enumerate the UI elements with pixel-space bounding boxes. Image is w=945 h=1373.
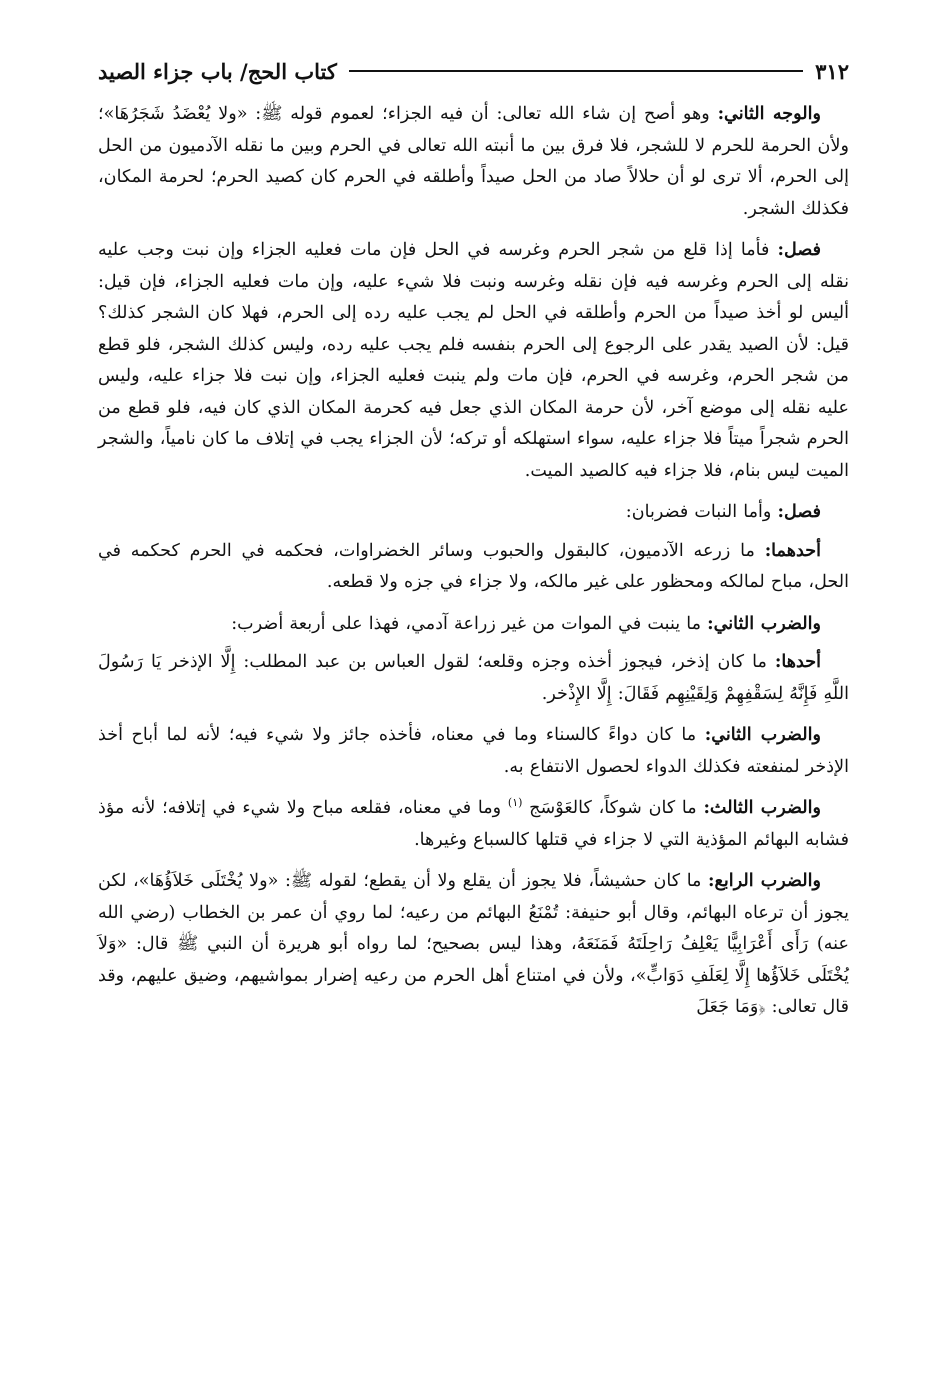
paragraph-thorny-plants (98, 792, 849, 856)
paragraph-grass (98, 865, 849, 1024)
paragraph-text: ما كان دواءً كالسناء وما في معناه، فأخذه جائز ولا شيء فيه؛ لأنه لما أباح أخذ الإذخر لمنفعته فكذلك الدواء لحصول الانتفاع به. (98, 725, 849, 777)
paragraph-cultivated-plants (98, 535, 849, 599)
paragraph-text: وهو أصح إن شاء الله تعالى: أن فيه الجزاء؛ لعموم قوله ﷺ: «ولا يُعْضَدُ شَجَرُهَا»؛ ولأن الحرمة للحرم لا للشجر، فلا فرق بين ما أنبته الله تعالى في الحرم وبين ما نقله الآدميون من الحل إلى الحرم، ألا ترى لو أن حلالاً صاد من الحل صيداً وأطلقه في الحرم كان كصيد الحرم؛ لحرمة المكان، فكذلك الشجر. (98, 104, 849, 219)
paragraph-lead: والضرب الرابع: (708, 870, 822, 891)
footnote-reference: (١) (507, 796, 523, 810)
paragraph-text-after-footnote: وما في معناه، فقلعه مباح ولا شيء في إتلافه؛ لأنه مؤذ فشابه البهائم المؤذية التي لا جزاء في قتلها كالسباع وغيرها. (98, 798, 849, 850)
paragraph-text: ما كان إذخر، فيجوز أخذه وجزه وقلعه؛ لقول العباس بن عبد المطلب: إِلَّا الإذخر يَا رَسُولَ اللَّهِ فَإِنَّهُ لِسَقْفِهِمْ وَلِقَيْنِهِم فَقَالَ: إِلَّا الإِذْخر. (98, 652, 849, 704)
header-rule (349, 70, 803, 72)
page-number: ٣١٢ (815, 58, 849, 84)
paragraph-text: ما كان حشيشاً، فلا يجوز أن يقلع ولا أن يقطع؛ لقوله ﷺ: «ولا يُخْتَلَى خَلاَؤُهَا»، لكن يجوز أن ترعاه البهائم، وقال أبو حنيفة: تُمْنَعُ البهائم من رعيه؛ لما روي أن عمر بن الخطاب (رضي الله عنه) رَأَى أَعْرَابِيًّا يَعْلِفُ رَاحِلَتَهُ فَمَنَعَهُ، وهذا ليس بصحيح؛ لما رواه أبو هريرة أن النبي ﷺ قال: «وَلاَ يُخْتَلَى خَلاَؤُها إِلَّا لِعَلَفِ دَوَابٍّ»، ولأن في امتناع أهل الحرم من رعيه إضرار بمواشيهم، وضيق عليهم، وقد قال تعالى: ﴿وَمَا جَعَلَ (98, 871, 849, 1017)
paragraph-plants-intro (98, 496, 849, 529)
page-body (98, 98, 849, 1024)
paragraph-second-opinion (98, 98, 849, 225)
paragraph-transplanted-tree (98, 234, 849, 487)
paragraph-lead: والضرب الثاني: (707, 612, 821, 634)
paragraph-lead: فصل: (777, 239, 821, 260)
paragraph-lead: أحدهما: (764, 539, 821, 561)
paragraph-wild-plants (98, 608, 849, 641)
paragraph-text: ما ينبت في الموات من غير زراعة آدمي، فهذا على أربعة أضرب: (231, 613, 702, 634)
paragraph-lead: والوجه الثاني: (717, 103, 821, 124)
paragraph-lead: والضرب الثالث: (703, 797, 822, 818)
running-title: كتاب الحج/ باب جزاء الصيد (98, 58, 337, 84)
paragraph-text: فأما إذا قلع من شجر الحرم وغرسه في الحل فإن مات فعليه الجزاء وإن نبت وجب عليه نقله إلى الحرم وغرسه فيه فإن نقله وغرسه ونبت فلا شيء عليه، وإن مات فعليه الجزاء، فإن قيل: أليس لو أخذ صيداً من الحرم وأطلقه في الحل لم يجب عليه رده إلى الحرم، فهلا كان الشجر كذلك؟ قيل: لأن الصيد يقدر على الرجوع إلى الحرم بنفسه فلم يجب عليه رده، وليس كذلك الشجر، فلو قطع من شجر الحرم، وغرسه في الحرم، فإن مات ولم ينبت فعليه الجزاء، وإن نبت فلا جزاء عليه، وليس عليه نقله إلى موضع آخر، لأن حرمة المكان الذي جعل فيه كحرمة المكان الذي كان فيه، فلو قطع من الحرم شجراً ميتاً فلا جزاء عليه، سواء استهلكه أو تركه؛ لأن الجزاء يجب في إتلاف ما كان نامياً، والشجر الميت ليس بنام، فلا جزاء فيه كالصيد الميت. (98, 240, 849, 481)
paragraph-lead: والضرب الثاني: (704, 724, 822, 745)
paragraph-text: وأما النبات فضربان: (625, 502, 772, 522)
page-header (98, 52, 849, 90)
paragraph-lead: أحدها: (774, 651, 822, 672)
paragraph-lead: فصل: (777, 501, 821, 522)
paragraph-medicinal-plants (98, 719, 849, 783)
paragraph-text-before-footnote: ما كان شوكاً، كالعَوْسَج (529, 798, 697, 818)
paragraph-text: ما زرعه الآدميون، كالبقول والحبوب وسائر الخضراوات، فحكمه في الحرم كحكمه في الحل، مباح لمالكه ومحظور على غير مالكه، ولا جزاء في جزه ولا قطعه. (98, 540, 849, 592)
paragraph-idhkhir (98, 646, 849, 710)
